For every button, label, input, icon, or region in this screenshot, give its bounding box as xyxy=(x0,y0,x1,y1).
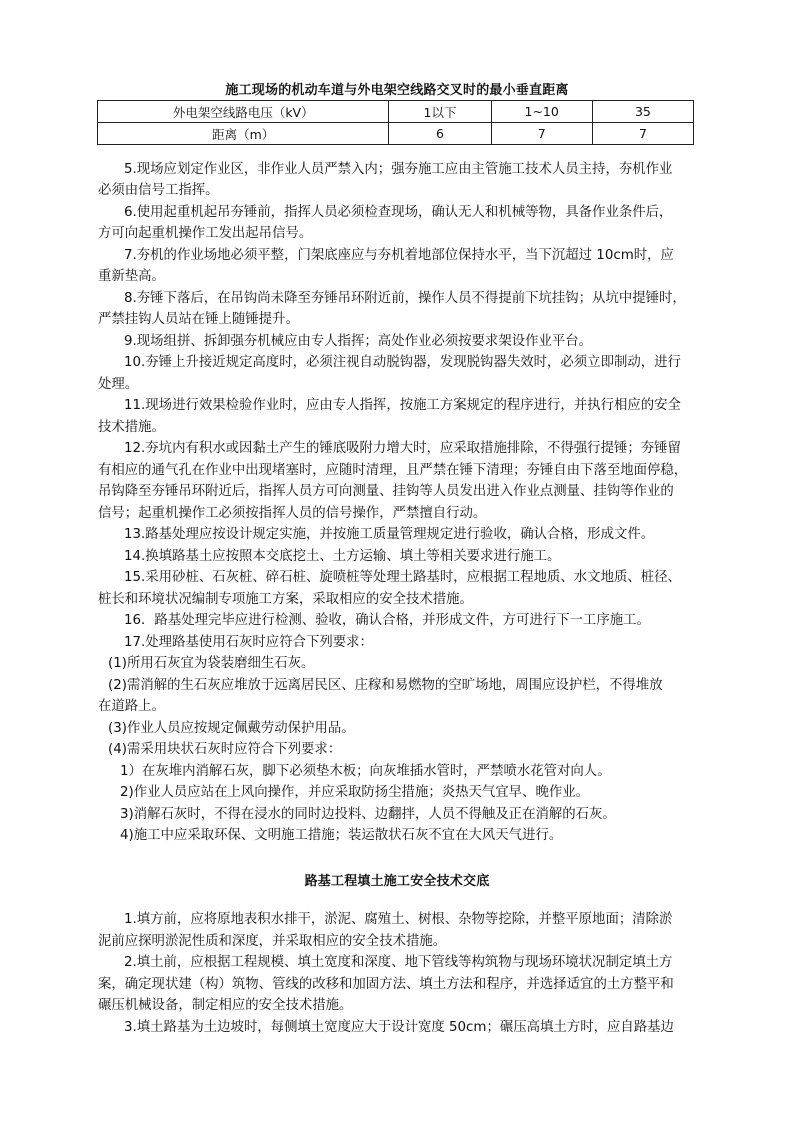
paragraph-line: 12.夯坑内有积水或因黏土产生的锤底吸附力增大时，应采取措施排除，不得强行提锤；夯锤留 xyxy=(124,441,681,456)
paragraph-line: 8.夯锤下落后，在吊钩尚未降至夯锤吊环附近前，操作人员不得提前下坑挂钩；从坑中提锤时， xyxy=(124,291,686,306)
paragraph-line: 3.填土路基为土边坡时，每侧填土宽度应大于设计宽度 50cm；碾压高填土方时，应自路基边 xyxy=(124,1020,674,1035)
paragraph-line: 6.使用起重机起吊夯锤前，指挥人员必须检查现场，确认无人和机械等物，具备作业条件后， xyxy=(124,205,673,220)
table-cell: 外电架空线路电压（kV） xyxy=(98,101,389,123)
paragraph-line: 3)消解石灰时，不得在浸水的同时边投料、边翻拌，人员不得触及正在消解的石灰。 xyxy=(120,807,616,822)
paragraph-line: 吊钩降至夯锤吊环附近后，指挥人员方可向测量、挂钩等人员发出进入作业点测量、挂钩等作业的 xyxy=(98,484,674,499)
paragraph-line: 4)施工中应采取环保、文明施工措施；装运散状石灰不宜在大风天气进行。 xyxy=(120,828,563,843)
paragraph-line: 碾压机械设备，制定相应的安全技术措施。 xyxy=(98,998,353,1013)
paragraph-line: (1)所用石灰宜为袋装磨细生石灰。 xyxy=(108,656,315,671)
paragraph-line: 1）在灰堆内消解石灰，脚下必须垫木板；向灰堆插水管时，严禁喷水花管对向人。 xyxy=(120,764,611,779)
paragraph-line: (2)需消解的生石灰应堆放于远离居民区、庄稼和易燃物的空旷场地，周围应设护栏，不得堆放 xyxy=(108,678,663,693)
paragraph-line: 11.现场进行效果检验作业时，应由专人指挥，按施工方案规定的程序进行，并执行相应的安全 xyxy=(124,398,681,413)
paragraph-line: 13.路基处理应按设计规定实施，并按施工质量管理规定进行验收，确认合格，形成文件。 xyxy=(124,527,655,542)
table-row xyxy=(98,101,694,123)
paragraph-line: 7.夯机的作业场地必须平整，门架底座应与夯机着地部位保持水平，当下沉超过 10cm时，应 xyxy=(124,248,674,263)
paragraph-line: 信号；起重机操作工必须按指挥人员的信号操作，严禁擅自行动。 xyxy=(98,506,487,521)
paragraph-line: 处理。 xyxy=(98,377,139,392)
paragraph-line: 方可向起重机操作工发出起吊信号。 xyxy=(98,226,313,241)
paragraph-line: 必须由信号工指挥。 xyxy=(98,183,219,198)
paragraph-line: (4)需采用块状石灰时应符合下列要求： xyxy=(108,742,342,757)
paragraph-line: 10.夯锤上升接近规定高度时，必须注视自动脱钩器，发现脱钩器失效时，必须立即制动，进行 xyxy=(124,355,681,370)
paragraph-line: 1.填方前，应将原地表积水排干，淤泥、腐殖土、树根、杂物等挖除，并整平原地面；清除淤 xyxy=(124,912,673,927)
paragraph-line: 2)作业人员应站在上风向操作，并应采取防扬尘措施；炎热天气宜早、晚作业。 xyxy=(120,785,590,800)
table-cell: 1~10 xyxy=(491,101,592,123)
paragraph-line: 2.填土前，应根据工程规模、填土宽度和深度、地下管线等构筑物与现场环境状况制定填土方 xyxy=(124,955,673,970)
table-cell: 7 xyxy=(592,123,693,145)
paragraph-line: 案，确定现状建（构）筑物、管线的改移和加固方法、填土方法和程序，并选择适宜的土方整平和 xyxy=(98,977,674,992)
paragraph-line: 技术措施。 xyxy=(98,420,165,435)
paragraph-line: 在道路上。 xyxy=(98,699,165,714)
paragraph-line: 泥前应探明淤泥性质和深度，并采取相应的安全技术措施。 xyxy=(98,934,447,949)
table-cell: 35 xyxy=(592,101,693,123)
section-title: 路基工程填土施工安全技术交底 xyxy=(304,874,490,889)
paragraph-line: 有相应的通气孔在作业中出现堵塞时，应随时清理，且严禁在锤下清理；夯锤自由下落至地面停稳， xyxy=(98,463,688,478)
paragraph-line: 5.现场应划定作业区，非作业人员严禁入内；强夯施工应由主管施工技术人员主持，夯机作业 xyxy=(124,162,673,177)
table-cell: 7 xyxy=(491,123,592,145)
paragraph-line: (3)作业人员应按规定佩戴劳动保护用品。 xyxy=(108,721,355,736)
paragraph-line: 重新垫高。 xyxy=(98,269,165,284)
table-cell: 距离（m） xyxy=(98,123,389,145)
table-row xyxy=(98,123,694,145)
paragraph-line: 严禁挂钩人员站在锤上随锤提升。 xyxy=(98,312,299,327)
paragraph-line: 桩长和环境状况编制专项施工方案，采取相应的安全技术措施。 xyxy=(98,592,473,607)
table-cell: 6 xyxy=(389,123,491,145)
paragraph-line: 9.现场组拼、拆卸强夯机械应由专人指挥；高处作业必须按要求架设作业平台。 xyxy=(124,334,593,349)
paragraph-line: 17.处理路基使用石灰时应符合下列要求： xyxy=(124,635,373,650)
paragraph-line: 15.采用砂桩、石灰桩、碎石桩、旋喷桩等处理土路基时，应根据工程地质、水文地质、桩径、 xyxy=(124,570,681,585)
clearance-table xyxy=(97,100,694,145)
paragraph-line: 16．路基处理完毕应进行检测、验收，确认合格，并形成文件，方可进行下一工序施工。 xyxy=(124,613,650,628)
paragraph-line: 14.换填路基土应按照本交底挖土、土方运输、填土等相关要求进行施工。 xyxy=(124,549,561,564)
table-cell: 1以下 xyxy=(389,101,491,123)
table-title: 施工现场的机动车道与外电架空线路交叉时的最小垂直距离 xyxy=(225,83,569,98)
